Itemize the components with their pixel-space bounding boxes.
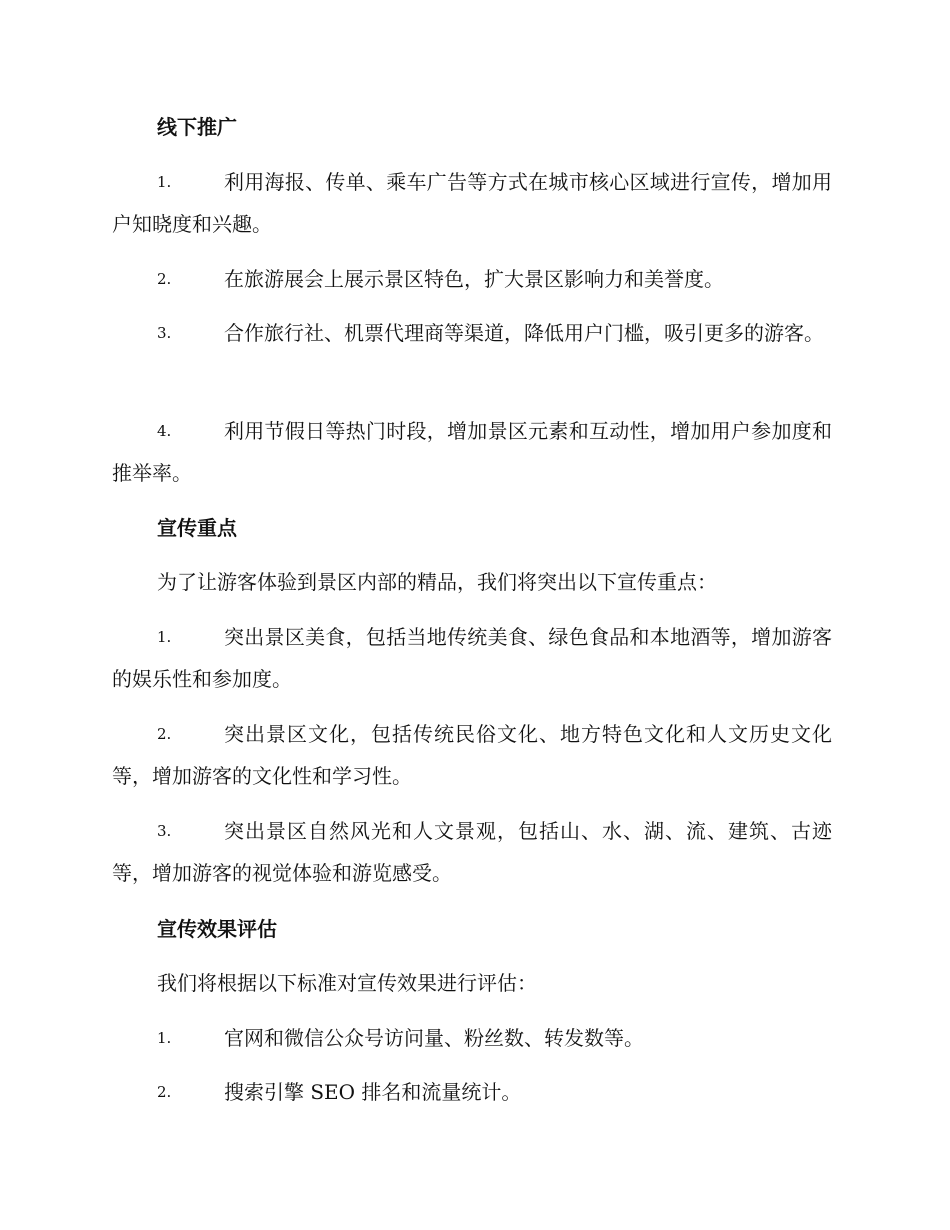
- section-heading-effect-evaluation: 宣传效果评估: [157, 917, 277, 941]
- list-number: 1.: [157, 1029, 172, 1047]
- list-number: 1.: [157, 173, 172, 191]
- list-item: [112, 258, 832, 300]
- list-item-text: 突出景区美食，包括当地传统美食、绿色食品和本地酒等，增加游客的娱乐性和参加度。: [112, 625, 832, 691]
- section-intro: 为了让游客体验到景区内部的精品，我们将突出以下宣传重点：: [157, 570, 717, 594]
- list-number: 3.: [157, 822, 172, 840]
- section-intro: 我们将根据以下标准对宣传效果进行评估：: [157, 971, 537, 995]
- list-item-text: 搜索引擎 SEO 排名和流量统计。: [224, 1080, 522, 1104]
- list-number: 3.: [157, 324, 172, 342]
- list-item: [112, 410, 832, 494]
- list-item: [112, 616, 832, 700]
- list-number: 2.: [157, 725, 172, 743]
- list-item: [112, 713, 832, 797]
- section-heading-publicity-focus: 宣传重点: [157, 516, 237, 540]
- list-item-text: 官网和微信公众号访问量、粉丝数、转发数等。: [224, 1026, 644, 1050]
- list-item-text: 突出景区文化，包括传统民俗文化、地方特色文化和人文历史文化等，增加游客的文化性和学习性。: [112, 722, 832, 788]
- section-heading-offline-promotion: 线下推广: [157, 115, 237, 139]
- list-item-text: 利用节假日等热门时段，增加景区元素和互动性，增加用户参加度和推举率。: [112, 419, 832, 485]
- list-number: 2.: [157, 270, 172, 288]
- list-item: [112, 312, 832, 354]
- list-item-text: 利用海报、传单、乘车广告等方式在城市核心区域进行宣传，增加用户知晓度和兴趣。: [112, 170, 832, 236]
- list-item: [112, 1017, 832, 1059]
- list-number: 4.: [157, 422, 172, 440]
- list-item-text: 突出景区自然风光和人文景观，包括山、水、湖、流、建筑、古迹等，增加游客的视觉体验和游览感受。: [112, 819, 832, 885]
- list-item-text: 合作旅行社、机票代理商等渠道，降低用户门槛，吸引更多的游客。: [224, 321, 824, 345]
- list-item: [112, 1071, 832, 1113]
- list-item: [112, 810, 832, 894]
- list-number: 1.: [157, 628, 172, 646]
- list-item-text: 在旅游展会上展示景区特色，扩大景区影响力和美誉度。: [224, 267, 724, 291]
- list-number: 2.: [157, 1083, 172, 1101]
- list-item: [112, 161, 832, 245]
